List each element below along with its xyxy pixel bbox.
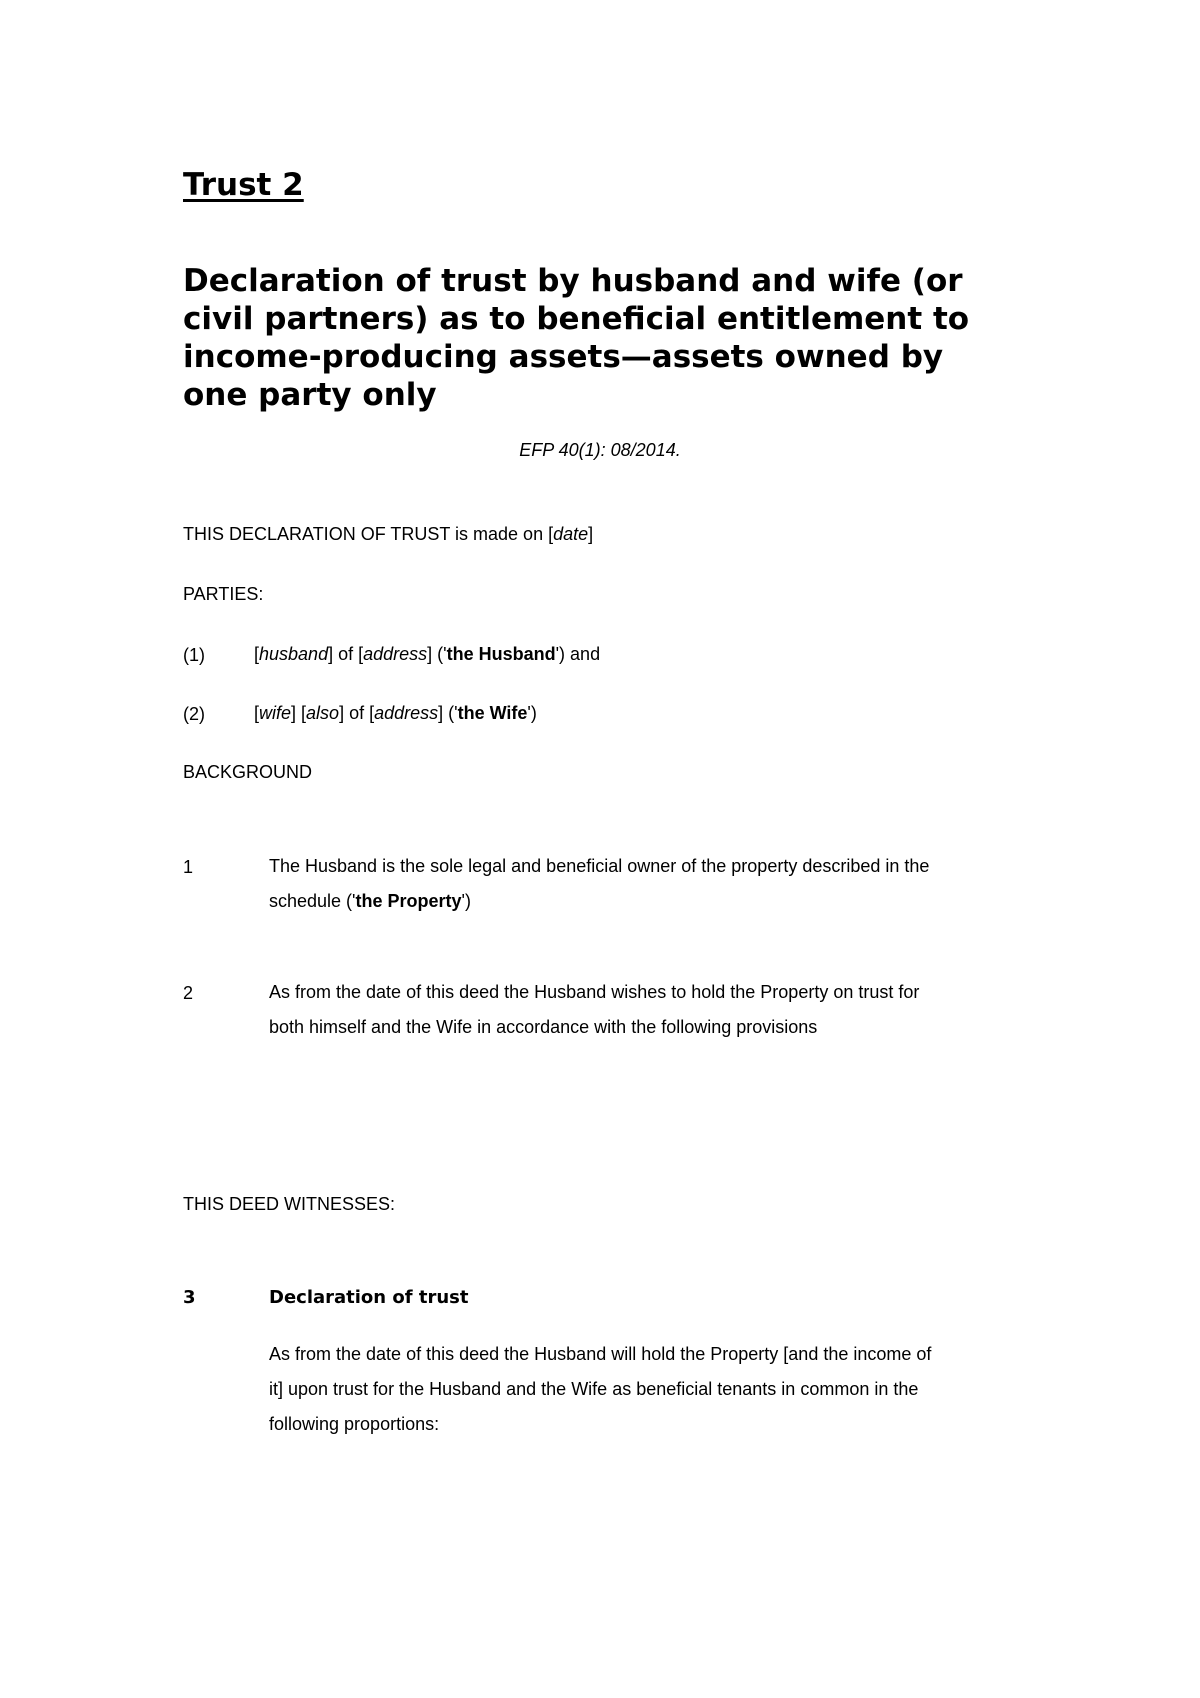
clause-line: both himself and the Wife in accordance with the following provisions xyxy=(269,1017,818,1037)
party-text: [ xyxy=(254,644,260,664)
witnesses-heading: THIS DEED WITNESSES: xyxy=(183,1194,396,1214)
defined-term: the Husband xyxy=(446,644,556,664)
intro-prefix: THIS DECLARATION OF TRUST is made on [ xyxy=(183,524,554,544)
document-label: Trust 2 xyxy=(183,167,304,203)
title-line: civil partners) as to beneficial entitlement to xyxy=(183,301,970,337)
title-line: income-producing assets—assets owned by xyxy=(183,339,944,375)
party-number: (1) xyxy=(183,645,205,665)
party-number: (2) xyxy=(183,704,205,724)
party-text: ] of [ xyxy=(328,644,364,664)
clause-heading: Declaration of trust xyxy=(269,1287,469,1308)
husband-placeholder: husband xyxy=(259,644,329,664)
clause-line: As from the date of this deed the Husband wishes to hold the Property on trust for xyxy=(269,982,920,1002)
clause-line: As from the date of this deed the Husband will hold the Property [and the income of xyxy=(269,1344,932,1364)
clause-text: schedule (' xyxy=(269,891,356,911)
background-clause-2 xyxy=(269,975,919,1045)
clause-number: 1 xyxy=(183,857,194,877)
background-heading: BACKGROUND xyxy=(183,762,313,782)
party-text: ') and xyxy=(555,644,601,664)
parties-heading: PARTIES: xyxy=(183,584,264,604)
party-text: ') xyxy=(527,703,537,723)
intro-line xyxy=(183,517,593,552)
party-1 xyxy=(254,637,600,672)
party-text: ] of [ xyxy=(339,703,375,723)
also-placeholder: also xyxy=(306,703,340,723)
clause-line: following proportions: xyxy=(269,1414,440,1434)
wife-placeholder: wife xyxy=(259,703,292,723)
party-text: ] (' xyxy=(427,644,447,664)
background-clause-1 xyxy=(269,849,929,919)
clause-line xyxy=(269,884,929,919)
party-text: ] [ xyxy=(291,703,307,723)
party-text: ] (' xyxy=(438,703,458,723)
clause-number: 3 xyxy=(183,1287,196,1308)
clause-text: ') xyxy=(461,891,471,911)
address-placeholder: address xyxy=(374,703,439,723)
title-line: Declaration of trust by husband and wife (or xyxy=(183,263,963,299)
date-placeholder: date xyxy=(553,524,589,544)
form-reference: EFP 40(1): 08/2014. xyxy=(519,440,681,460)
document-title xyxy=(183,262,1083,414)
defined-term: the Wife xyxy=(457,703,528,723)
party-text: [ xyxy=(254,703,260,723)
title-line: one party only xyxy=(183,377,437,413)
address-placeholder: address xyxy=(363,644,428,664)
party-2 xyxy=(254,696,537,731)
defined-term: the Property xyxy=(355,891,462,911)
clause-number: 2 xyxy=(183,983,194,1003)
clause-3-body xyxy=(269,1337,931,1442)
intro-suffix: ] xyxy=(588,524,594,544)
clause-line: it] upon trust for the Husband and the Wife as beneficial tenants in common in the xyxy=(269,1379,919,1399)
clause-line: The Husband is the sole legal and beneficial owner of the property described in the xyxy=(269,856,930,876)
